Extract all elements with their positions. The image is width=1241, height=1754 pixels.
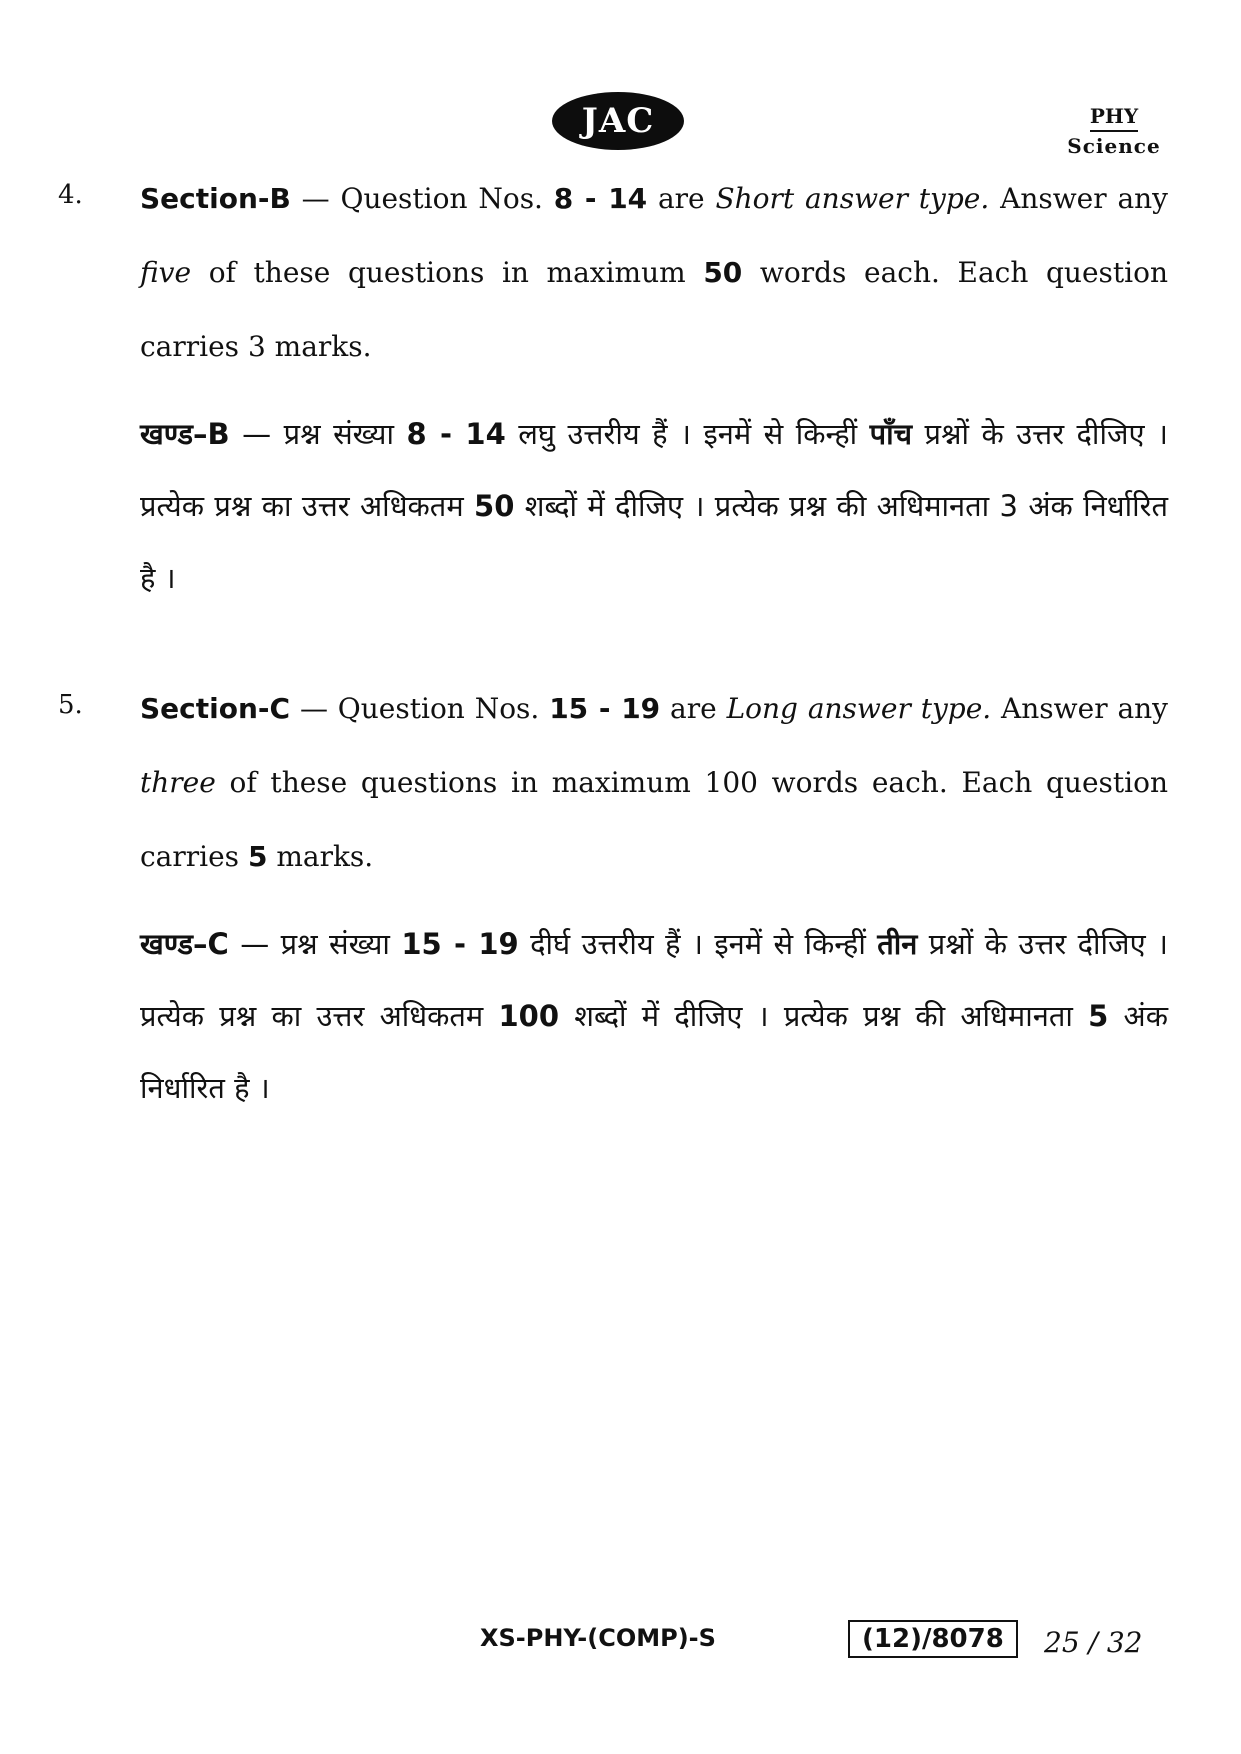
section-title: Section-B [140, 182, 291, 215]
text-run: are [660, 692, 727, 725]
text-run: words each. Each question carries 3 marks. [140, 256, 1168, 363]
text-run: शब्दों में दीजिए । प्रत्येक प्रश्न की अधिमानता [559, 999, 1089, 1033]
instruction-item-5 [58, 690, 1168, 1124]
item-number: 4. [58, 180, 83, 210]
jac-logo-badge [552, 92, 684, 150]
text-run: of these questions in maximum 100 words each. Each question carries [140, 766, 1168, 873]
word-limit: 50 [703, 256, 743, 289]
answer-type: Short answer type. [715, 182, 990, 215]
badge-text: JAC [581, 101, 655, 141]
question-count: तीन [877, 927, 918, 961]
text-run: प्रश्नों के उत्तर दीजिए । प्रत्येक प्रश्न का उत्तर अधिकतम [140, 927, 1169, 1033]
paper-serial-box: (12)/8078 [848, 1620, 1018, 1658]
subject-name: Science [1067, 134, 1161, 158]
word-limit: 100 [498, 999, 560, 1033]
text-run: प्रश्नों के उत्तर दीजिए । प्रत्येक प्रश्न का उत्तर अधिकतम [140, 417, 1168, 523]
instruction-item-4 [58, 180, 1168, 614]
question-count: five [140, 256, 192, 289]
section-title: Section-C [140, 692, 291, 725]
instruction-english [140, 162, 1168, 384]
text-run: — Question Nos. [290, 182, 554, 215]
section-title-hindi: खण्ड–B [140, 417, 230, 451]
text-run: लघु उत्तरीय हैं । इनमें से किन्हीं [505, 417, 870, 451]
page-number: 25 / 32 [1044, 1626, 1143, 1659]
instruction-english [140, 672, 1168, 894]
text-run: — Question Nos. [290, 692, 550, 725]
question-range: 15 - 19 [401, 927, 519, 961]
text-run: Answer any [989, 182, 1168, 215]
question-range: 8 - 14 [553, 182, 648, 215]
answer-type: Long answer type. [726, 692, 992, 725]
text-run: — प्रश्न संख्या [228, 927, 402, 961]
subject-label [1058, 104, 1170, 158]
text-run: अंक निर्धारित है । [140, 999, 1168, 1105]
text-run: Answer any [991, 692, 1169, 725]
instruction-hindi [140, 398, 1168, 614]
text-run: — प्रश्न संख्या [229, 417, 407, 451]
text-run: are [647, 182, 716, 215]
marks-value: 5 [1088, 999, 1109, 1033]
word-limit: 50 [474, 489, 515, 523]
text-run: दीर्घ उत्तरीय हैं । इनमें से किन्हीं [518, 927, 878, 961]
question-range: 8 - 14 [406, 417, 506, 451]
text-run: marks. [267, 840, 374, 873]
question-count: three [140, 766, 216, 799]
instruction-hindi [140, 908, 1168, 1124]
section-title-hindi: खण्ड–C [140, 927, 229, 961]
text-run: of these questions in maximum [191, 256, 704, 289]
marks-value: 5 [247, 840, 268, 873]
subject-code: PHY [1090, 104, 1138, 132]
item-number: 5. [58, 690, 83, 720]
question-range: 15 - 19 [549, 692, 661, 725]
question-count: पाँच [869, 417, 913, 451]
paper-code: XS-PHY-(COMP)-S [480, 1624, 716, 1652]
text-run: शब्दों में दीजिए । प्रत्येक प्रश्न की अधिमानता 3 अंक निर्धारित है । [140, 489, 1168, 595]
